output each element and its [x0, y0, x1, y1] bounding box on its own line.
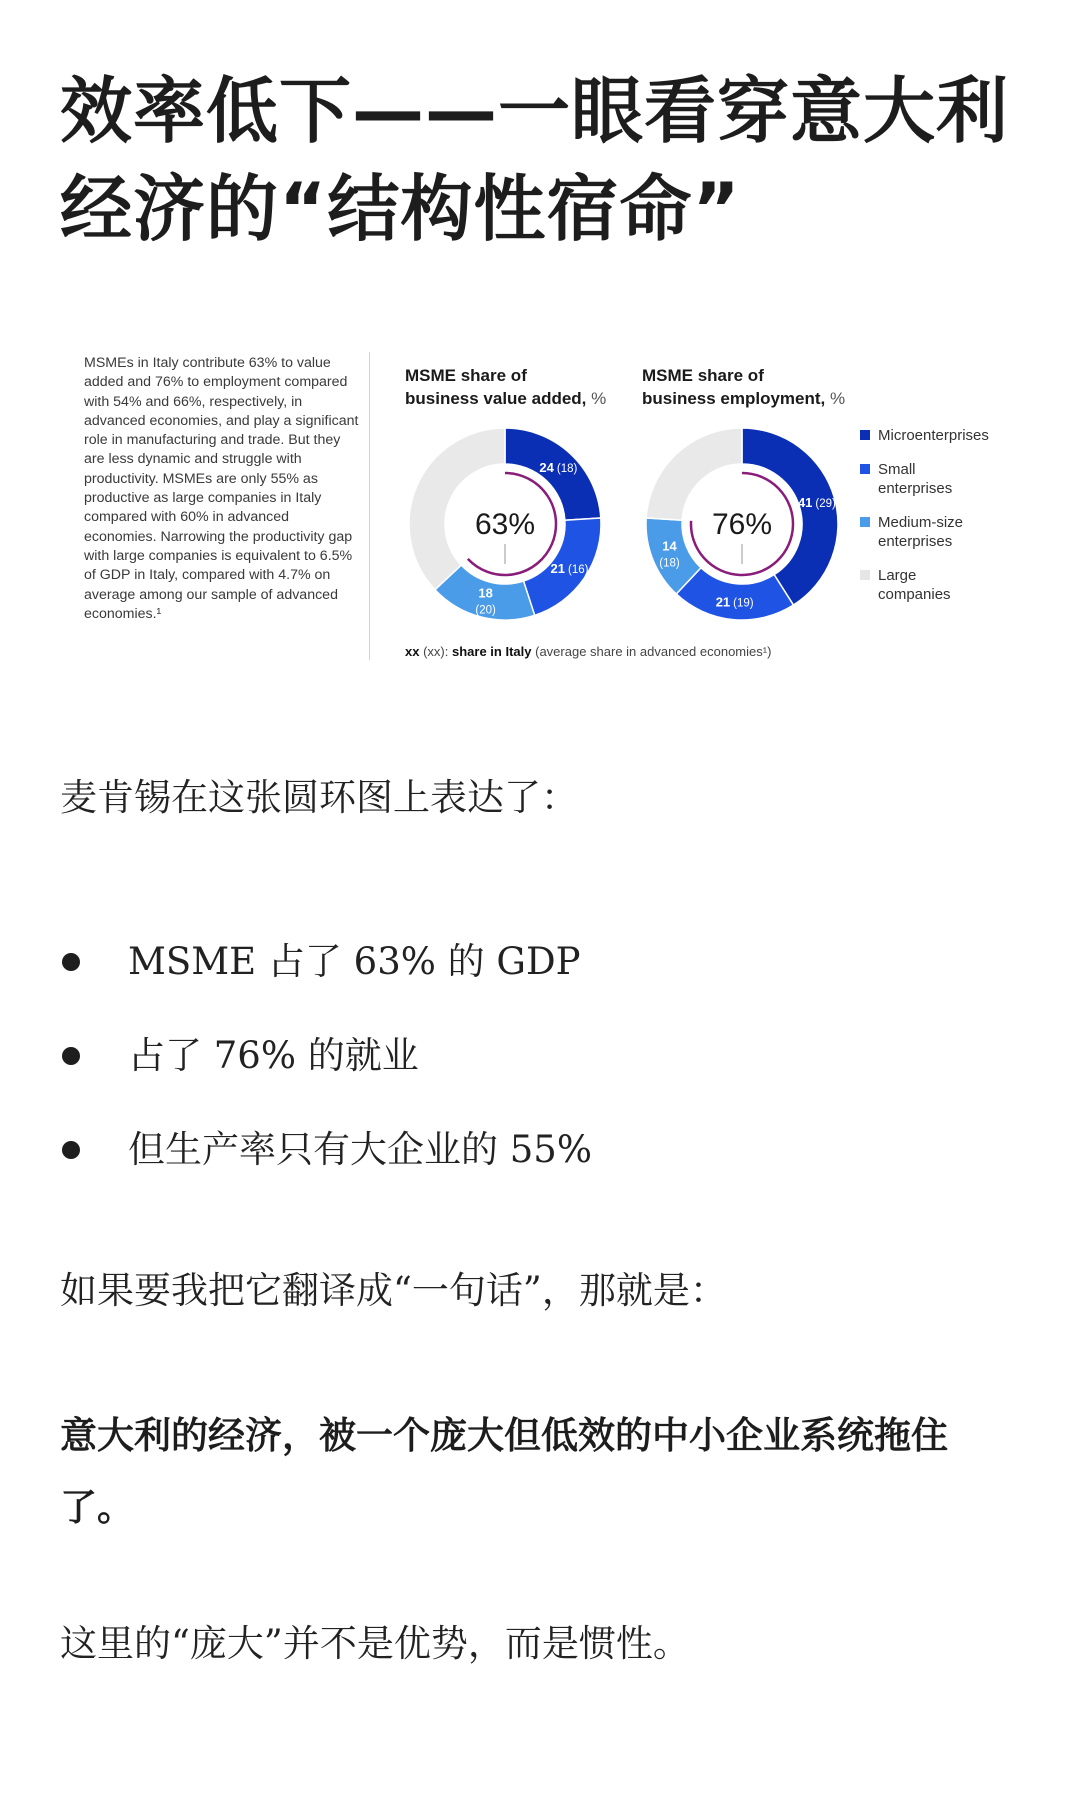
employment-donut-chart	[642, 424, 842, 624]
translation-paragraph: 如果要我把它翻译成“一句话”，那就是：	[60, 1269, 727, 1312]
value-added-donut-chart	[405, 424, 605, 624]
legend-label-line2: enterprises	[878, 533, 953, 550]
key-conclusion: 意大利的经济，被一个庞大但低效的中小企业系统拖住了。	[60, 1414, 948, 1529]
list-item-text: 占了 76% 的就业	[128, 1034, 419, 1077]
chart-legend	[860, 426, 1030, 619]
footnote-lead: xx	[405, 644, 420, 659]
segment-advanced-label: (18)	[659, 557, 680, 570]
mckinsey-figure	[70, 340, 1030, 680]
list-item	[60, 1009, 1020, 1103]
legend-item-small-enterprises	[860, 460, 1030, 498]
legend-label: Medium-size	[878, 514, 964, 531]
key-points-list	[60, 915, 1020, 1197]
segment-value-label: 24 (18)	[539, 460, 578, 476]
page-title: 效率低下——一眼看穿意大利经济的“结构性宿命”	[60, 69, 1010, 251]
legend-item-microenterprises	[860, 426, 1030, 445]
figure-footnote	[405, 644, 771, 659]
footnote-label: share in Italy	[452, 644, 532, 659]
bullet-dot	[62, 953, 80, 971]
figure-divider	[369, 352, 370, 660]
segment-value-label: 41 (29)	[797, 495, 836, 511]
list-item	[60, 1103, 1020, 1197]
footnote-rest: (average share in advanced economies¹)	[535, 644, 772, 659]
value-added-title-line1: MSME share of	[405, 366, 527, 385]
legend-swatch	[860, 464, 870, 474]
segment-value-label: 21 (19)	[715, 594, 754, 610]
value-added-chart-title	[405, 364, 635, 410]
intro-paragraph: 麦肯锡在这张圆环图上表达了：	[60, 776, 578, 819]
donut-slice-large-companies	[646, 428, 742, 520]
legend-label-line2: companies	[878, 586, 951, 603]
value-added-title-line2: business value added,	[405, 389, 587, 408]
legend-swatch	[860, 430, 870, 440]
segment-value-label: 21 (16)	[550, 560, 589, 576]
legend-label: Microenterprises	[878, 427, 989, 444]
legend-label-line2: enterprises	[878, 480, 953, 497]
legend-swatch	[860, 517, 870, 527]
segment-value-label: 14	[662, 538, 677, 554]
legend-label: Small	[878, 461, 916, 478]
legend-swatch	[860, 570, 870, 580]
bullet-dot	[62, 1047, 80, 1065]
closing-paragraph: 这里的“庞大”并不是优势，而是惯性。	[60, 1622, 690, 1665]
legend-item-medium-size-enterprises	[860, 513, 1030, 551]
employment-chart-title	[642, 364, 872, 410]
employment-title-line1: MSME share of	[642, 366, 764, 385]
list-item-text: MSME 占了 63% 的 GDP	[128, 940, 581, 983]
bullet-dot	[62, 1141, 80, 1159]
employment-title-line2: business employment,	[642, 389, 826, 408]
legend-label: Large	[878, 567, 917, 584]
donut-center-value: 63%	[474, 508, 536, 541]
value-added-unit: %	[591, 389, 607, 408]
employment-unit: %	[830, 389, 846, 408]
segment-advanced-label: (20)	[475, 604, 496, 617]
list-item	[60, 915, 1020, 1009]
donut-center-value: 76%	[711, 508, 773, 541]
legend-item-large-companies	[860, 566, 1030, 604]
figure-description: MSMEs in Italy contribute 63% to value added and 76% to employment compared with 54% and 66%, respectively, in advanced economies, and play a significant role in manufacturing and trade. But they are less dynamic and struggle with productivity. MSMEs are only 55% as productive as large companies in Italy compared with 60% in advanced economies. Narrowing the productivity gap with large companies is equivalent to 6.5% of GDP in Italy, compared with 4.7% on average among our sample of advanced economies.¹	[84, 355, 359, 622]
footnote-paren: (xx):	[423, 644, 449, 659]
segment-value-label: 18	[478, 585, 493, 601]
list-item-text: 但生产率只有大企业的 55%	[128, 1128, 592, 1171]
